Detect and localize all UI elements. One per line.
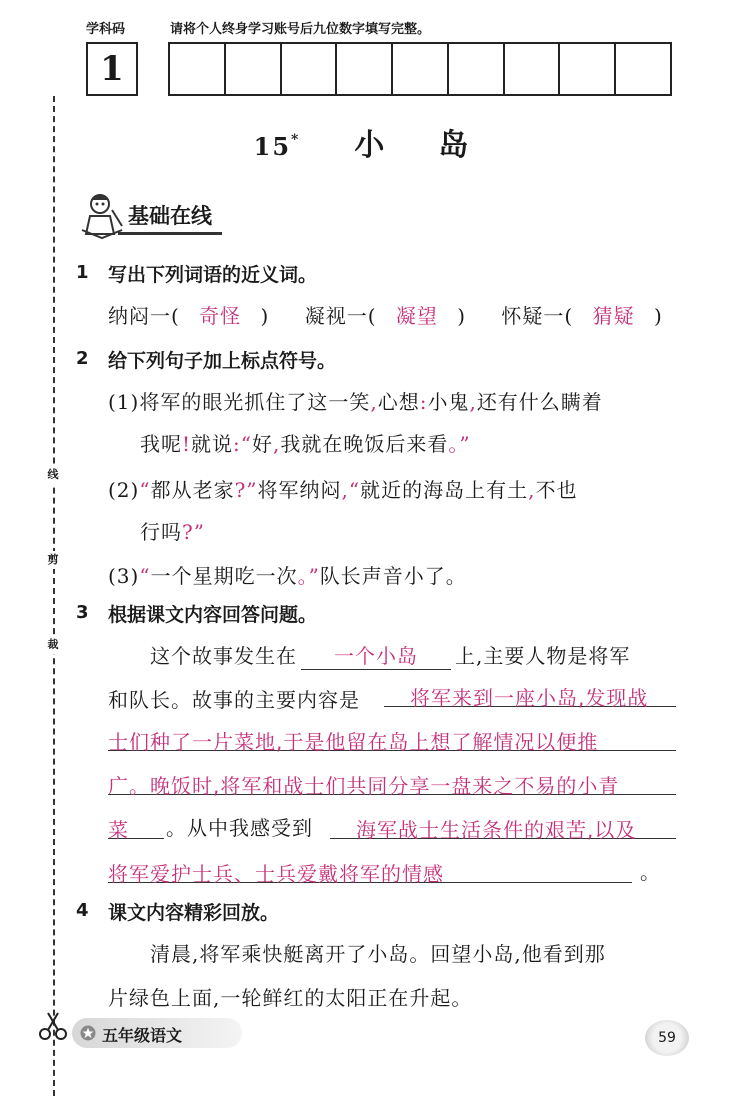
account-digit-boxes[interactable] — [168, 42, 672, 96]
question-number: 2 — [76, 348, 89, 369]
header-instruction: 请将个人终身学习账号后九位数字填写完整。 — [170, 22, 431, 37]
footer-label: 五年级语文 — [102, 1026, 183, 1045]
synonym-word: 怀疑一( — [501, 304, 574, 328]
section-heading — [78, 190, 222, 242]
lesson-number: 15 — [253, 132, 292, 161]
fill-blank-answer: 广。晚饭时,将军和战士们共同分享一盘来之不易的小青 — [108, 774, 620, 798]
sentence-text: 好 — [252, 432, 274, 456]
sentence-1-line-1 — [108, 386, 603, 415]
subject-code-label: 学科码 — [86, 22, 126, 37]
answer-text: 上,主要人物是将军 — [455, 644, 631, 668]
passage-text: 清晨,将军乘快艇离开了小岛。回望小岛,他看到那 — [150, 942, 606, 966]
question-text: 根据课文内容回答问题。 — [108, 604, 318, 626]
punctuation-answer: , — [528, 478, 536, 502]
question-number: 4 — [76, 900, 89, 921]
synonym-bracket: ) — [260, 304, 270, 328]
fill-blank-answer: 士们种了一片菜地,于是他留在岛上想了解情况以便推 — [108, 730, 599, 754]
question-text: 给下列句子加上标点符号。 — [108, 350, 337, 372]
synonym-answer: 奇怪 — [199, 304, 242, 328]
digit-box[interactable] — [505, 44, 561, 94]
sentence-3 — [108, 560, 467, 589]
punctuation-answer: 。” — [448, 432, 471, 456]
punctuation-answer: :“ — [233, 432, 253, 456]
sentence-text: 心想 — [377, 390, 420, 414]
sentence-text: 就说 — [191, 432, 234, 456]
question-text: 写出下列词语的近义词。 — [108, 264, 318, 286]
section-label: 基础在线 — [118, 198, 222, 235]
synonym-word: 纳闷一( — [108, 304, 180, 328]
digit-box[interactable] — [560, 44, 616, 94]
subject-code-box: 1 — [86, 42, 138, 96]
digit-box[interactable] — [170, 44, 226, 94]
title-word: 小 — [354, 128, 387, 163]
digit-box[interactable] — [393, 44, 449, 94]
punctuation-answer: , — [370, 390, 378, 414]
sentence-text: (2) — [108, 478, 140, 502]
q3-line-1 — [150, 640, 630, 670]
cut-line — [53, 96, 55, 1096]
punctuation-answer: : — [419, 390, 428, 414]
sentence-text: 不也 — [535, 478, 578, 502]
answer-text: 。从中我感受到 — [166, 816, 313, 840]
punctuation-answer: , — [469, 390, 477, 414]
title-word: 岛 — [438, 128, 471, 163]
synonym-row — [108, 300, 663, 329]
punctuation-answer: ?” — [234, 478, 258, 502]
sentence-text: 将军纳闷 — [257, 478, 342, 502]
sentence-text: 小鬼 — [427, 390, 470, 414]
sentence-text: 队长声音小了。 — [319, 564, 467, 588]
synonym-answer: 凝望 — [395, 304, 438, 328]
sentence-text: (3) — [108, 564, 140, 588]
fill-blank-answer: 海军战士生活条件的艰苦,以及 — [356, 818, 637, 842]
question-text: 课文内容精彩回放。 — [108, 902, 280, 924]
punctuation-answer: , — [273, 432, 281, 456]
digit-box[interactable] — [337, 44, 393, 94]
cutline-char: 裁 — [44, 636, 62, 654]
sentence-1-line-2 — [140, 428, 471, 457]
footer-label-pill — [72, 1018, 242, 1048]
digit-box[interactable] — [449, 44, 505, 94]
star-icon — [80, 1025, 96, 1041]
fill-blank-answer: 菜 — [108, 818, 129, 842]
q3-line-2 — [108, 684, 360, 713]
punctuation-answer: ?” — [182, 520, 205, 544]
punctuation-answer: ,“ — [341, 478, 361, 502]
cutline-char: 线 — [44, 466, 62, 484]
digit-box[interactable] — [282, 44, 338, 94]
page-title — [0, 120, 750, 164]
sentence-text: 一个星期吃一次 — [150, 564, 298, 588]
sentence-2-line-1 — [108, 474, 577, 503]
sentence-2-line-2 — [140, 516, 205, 545]
synonym-word: 凝视一( — [304, 304, 377, 328]
scissors-icon — [36, 1010, 70, 1044]
sentence-text: 我呢 — [140, 432, 182, 456]
fill-blank-answer: 将军爱护士兵、士兵爱戴将军的情感 — [108, 862, 444, 886]
synonym-bracket: ) — [457, 304, 467, 328]
page-number: 59 — [645, 1020, 689, 1056]
student-reading-icon — [78, 190, 126, 242]
synonym-bracket: ) — [653, 304, 663, 328]
punctuation-answer: ! — [182, 432, 192, 456]
question-number: 3 — [76, 602, 89, 623]
synonym-answer: 猜疑 — [592, 304, 635, 328]
fill-blank-answer: 一个小岛 — [301, 640, 451, 670]
cutline-char: 剪 — [44, 551, 62, 569]
sentence-text: (1)将军的眼光抓住了这一笑 — [108, 390, 371, 414]
punctuation-answer: “ — [139, 478, 151, 502]
question-number: 1 — [76, 262, 89, 283]
title-star: * — [291, 132, 301, 148]
punctuation-answer: 。” — [297, 564, 320, 588]
digit-box[interactable] — [226, 44, 282, 94]
answer-text: 和队长。故事的主要内容是 — [108, 688, 360, 712]
punctuation-answer: “ — [139, 564, 151, 588]
answer-text: 这个故事发生在 — [150, 644, 297, 668]
fill-blank-answer: 将军来到一座小岛,发现战 — [410, 686, 649, 710]
sentence-text: 都从老家 — [150, 478, 235, 502]
sentence-text: 还有什么瞒着 — [476, 390, 603, 414]
sentence-text: 就近的海岛上有土 — [360, 478, 529, 502]
answer-text: 。 — [640, 860, 661, 884]
digit-box[interactable] — [616, 44, 670, 94]
sentence-text: 行吗 — [140, 520, 182, 544]
passage-text: 片绿色上面,一轮鲜红的太阳正在升起。 — [108, 986, 473, 1010]
sentence-text: 我就在晚饭后来看 — [280, 432, 449, 456]
